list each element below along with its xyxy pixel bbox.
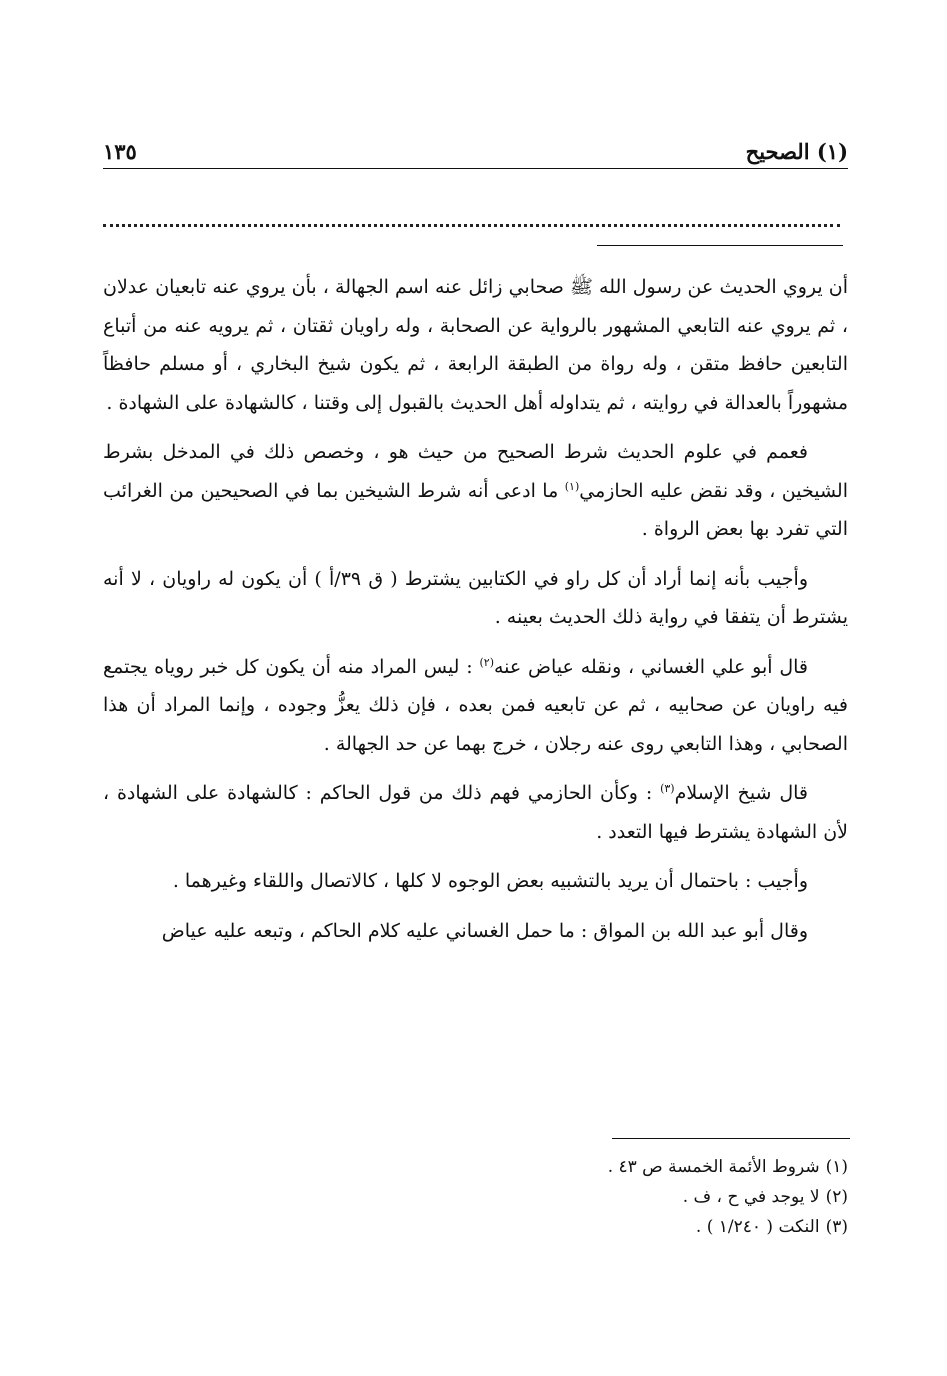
- footnote: [103, 1182, 848, 1212]
- paragraph: [103, 862, 848, 901]
- footnote-text: النكت ( ١/٢٤٠ ) .: [695, 1217, 820, 1237]
- paragraph: [103, 268, 848, 422]
- paragraph-text: وأجيب بأنه إنما أراد أن كل راو في الكتابين يشترط ( ق ٣٩/أ ) أن يكون له راويان ، لا أنه يشترط أن يتفقا في رواية ذلك الحديث بعينه .: [103, 567, 848, 628]
- section-rule: [597, 245, 843, 246]
- footnote-marker: (٣): [660, 782, 675, 795]
- paragraph-text: : ليس المراد منه أن يكون كل خبر روياه يجتمع فيه راويان عن صحابيه ، ثم عن تابعيه فمن بعده ، فإن ذلك يعزُّ وجوده ، وإنما المراد أن هذا الصحابي ، وهذا التابعي روى عنه رجلان ، خرج بهما عن حد الجهالة .: [103, 655, 848, 755]
- paragraph: [103, 560, 848, 637]
- paragraph-text: فعمم في علوم الحديث شرط الصحيح من حيث هو ، وخصص ذلك في المدخل بشرط الشيخين ، وقد نقض عليه الحازمي: [103, 441, 849, 502]
- paragraph-text: قال شيخ الإسلام: [674, 782, 808, 804]
- running-header: [103, 124, 848, 164]
- footnote-marker: (٢): [479, 655, 494, 669]
- paragraph: [103, 648, 848, 764]
- paragraph-text: أن يروي الحديث عن رسول الله ﷺ صحابي زائل عنه اسم الجهالة ، بأن يروي عنه تابعيان عدلان ، ثم يروي عنه التابعي المشهور بالرواية عن الصحابة ، وله راويان ثقتان ، ثم يرويه عنه من أتباع التابعين حافظ متقن ، وله رواة من الطبقة الرابعة ، ثم يكون شيخ البخاري ، أو مسلم حافظاً مشهوراً بالعدالة في روايته ، ثم يتداوله أهل الحديث بالقبول إلى وقتنا ، كالشهادة على الشهادة .: [103, 276, 848, 414]
- dotted-separator: [103, 204, 840, 227]
- header-rule: [103, 168, 848, 169]
- paragraph: [103, 433, 848, 549]
- paragraph-text: وقال أبو عبد الله بن المواق : ما حمل الغساني عليه كلام الحاكم ، وتبعه عليه عياض: [161, 919, 808, 942]
- main-text: [103, 268, 848, 961]
- footnote-text: لا يوجد في ح ، ف .: [682, 1187, 820, 1207]
- paragraph-text: ما ادعى أنه شرط الشيخين بما في الصحيحين من الغرائب التي تفرد بها بعض الرواة .: [103, 479, 848, 540]
- page-number: ١٣٥: [103, 139, 137, 164]
- footnote-number: (١): [825, 1157, 848, 1177]
- paragraph-text: وأجيب : باحتمال أن يريد بالتشبيه بعض الوجوه لا كلها ، كالاتصال واللقاء وغيرهما .: [172, 870, 808, 892]
- paragraph-text: : وكأن الحازمي فهم ذلك من قول الحاكم : كالشهادة على الشهادة ، لأن الشهادة يشترط فيها التعدد .: [103, 782, 848, 843]
- paragraph: [103, 912, 848, 951]
- footnote-text: شروط الأئمة الخمسة ص ٤٣ .: [607, 1157, 820, 1177]
- footnote-marker: (١): [564, 479, 580, 493]
- paragraph-text: قال أبو علي الغساني ، ونقله عياض عنه: [494, 655, 809, 678]
- paragraph: [103, 774, 848, 851]
- footnote-number: (٣): [825, 1217, 848, 1237]
- footnote-number: (٢): [825, 1187, 848, 1207]
- chapter-title: (١) الصحيح: [745, 139, 848, 164]
- footnote-rule: [612, 1138, 850, 1139]
- footnotes: [103, 1152, 848, 1242]
- footnote: [103, 1212, 848, 1242]
- footnote: [103, 1152, 848, 1182]
